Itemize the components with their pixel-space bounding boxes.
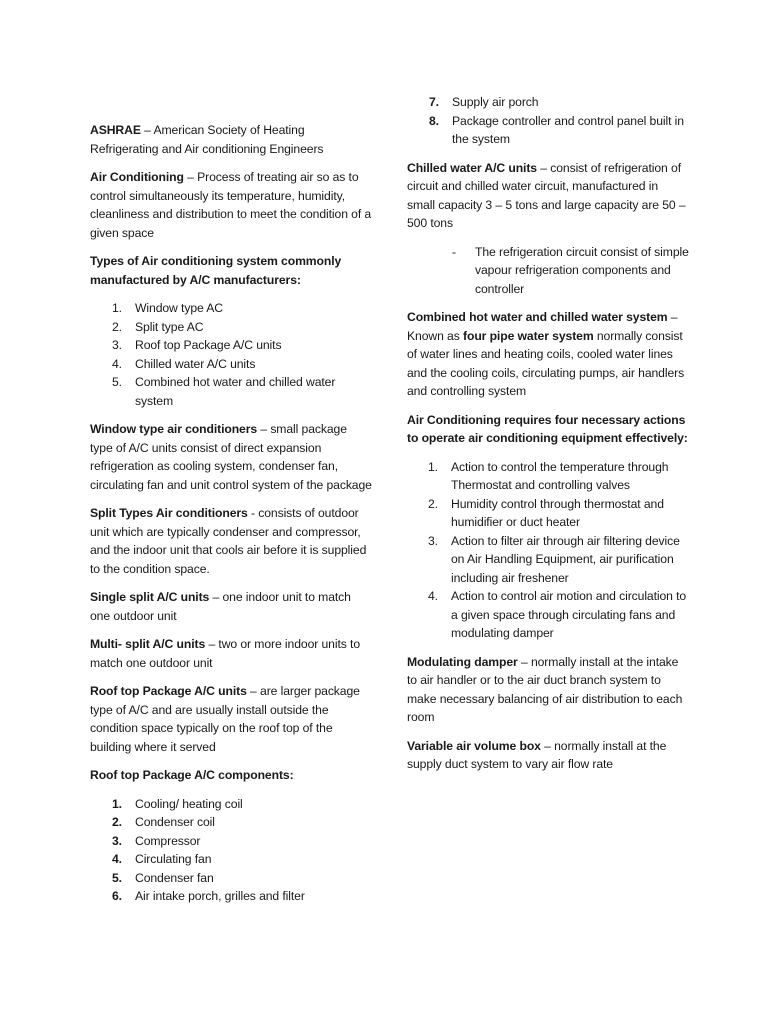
list-item: 1. Window type AC xyxy=(112,301,224,315)
vav-box-definition: Variable air volume box – normally install at the supply duct system to vary air flow rate xyxy=(407,738,667,771)
split-type-definition: Split Types Air conditioners - consists of outdoor unit which are typically condenser and compressor, and the indoor unit that cools air before it is supplied to the condition space. xyxy=(90,506,367,576)
list-item: 4. Chilled water A/C units xyxy=(112,356,256,371)
window-type-definition: Window type air conditioners – small package type of A/C units consist of direct expansion refrigeration as cooling system, condenser fan, circulating fan and unit control system of the package xyxy=(90,422,372,492)
list-item: 3. Action to filter air through air filtering device on Air Handling Equipment, air purification including air freshener xyxy=(428,533,680,585)
left-column xyxy=(90,121,372,916)
modulating-damper-definition: Modulating damper – normally install at the intake to air handler or to the air duct branch system to make necessary balancing of air distribution to each room xyxy=(407,654,683,724)
ashrae-definition xyxy=(90,121,372,158)
components-list xyxy=(90,795,372,906)
list-item: 2. Humidity control through thermostat and humidifier or duct heater xyxy=(428,496,664,529)
list-item: 4. Circulating fan xyxy=(112,852,212,866)
list-item: 2. Split type AC xyxy=(112,319,204,334)
components-list-continued xyxy=(407,93,689,149)
actions-list xyxy=(407,458,689,643)
air-conditioning-text: – Process of treating air so as to control simultaneously its temperature, humidity, cleanliness and distribution to meet the condition of a given space xyxy=(90,170,372,240)
list-item: 7. Supply air porch xyxy=(429,95,539,109)
single-split-definition: Single split A/C units – one indoor unit to match one outdoor unit xyxy=(90,590,351,623)
combined-system-definition: Combined hot water and chilled water system – Known as four pipe water system normally consist of water lines and heating coils, cooled water lines and the cooling coils, circulating pumps, air handlers and controlling system xyxy=(407,310,685,398)
types-list xyxy=(90,299,372,410)
ashrae-term: ASHRAE xyxy=(90,123,141,137)
multi-split-definition: Multi- split A/C units – two or more indoor units to match one outdoor unit xyxy=(90,637,360,670)
list-item: 3. Roof top Package A/C units xyxy=(112,338,282,352)
list-item: 5. Combined hot water and chilled water system xyxy=(112,375,336,408)
types-heading: Types of Air conditioning system commonly manufactured by A/C manufacturers: xyxy=(90,254,342,287)
ashrae-text: – American Society of Heating Refrigerating and Air conditioning Engineers xyxy=(90,123,324,156)
list-item: 6. Air intake porch, grilles and filter xyxy=(112,889,305,903)
list-item: 3. Compressor xyxy=(112,833,201,848)
chilled-water-note: - The refrigeration circuit consist of simple vapour refrigeration components and controller xyxy=(452,244,689,296)
air-conditioning-definition xyxy=(90,168,372,242)
list-item: 4. Action to control air motion and circulation to a given space through circulating fans and modulating damper xyxy=(428,589,687,640)
list-item: 5. Condenser fan xyxy=(112,870,214,885)
chilled-water-definition: Chilled water A/C units – consist of refrigeration of circuit and chilled water circuit, manufactured in small capacity 3 – 5 tons and large capacity are 50 – 500 tons xyxy=(407,160,686,230)
components-heading: Roof top Package A/C components: xyxy=(90,768,294,782)
air-conditioning-term: Air Conditioning xyxy=(90,170,184,184)
requires-heading: Air Conditioning requires four necessary actions to operate air conditioning equipment effectively: xyxy=(407,412,688,445)
list-item: 2. Condenser coil xyxy=(112,815,215,829)
list-item: 8. Package controller and control panel built in the system xyxy=(429,113,684,146)
list-item: 1. Cooling/ heating coil xyxy=(112,796,243,811)
list-item: 1. Action to control the temperature through Thermostat and controlling valves xyxy=(428,459,669,492)
right-column xyxy=(407,93,689,784)
rooftop-definition: Roof top Package A/C units – are larger package type of A/C and are usually install outside the condition space typically on the roof top of the building where it served xyxy=(90,684,360,754)
